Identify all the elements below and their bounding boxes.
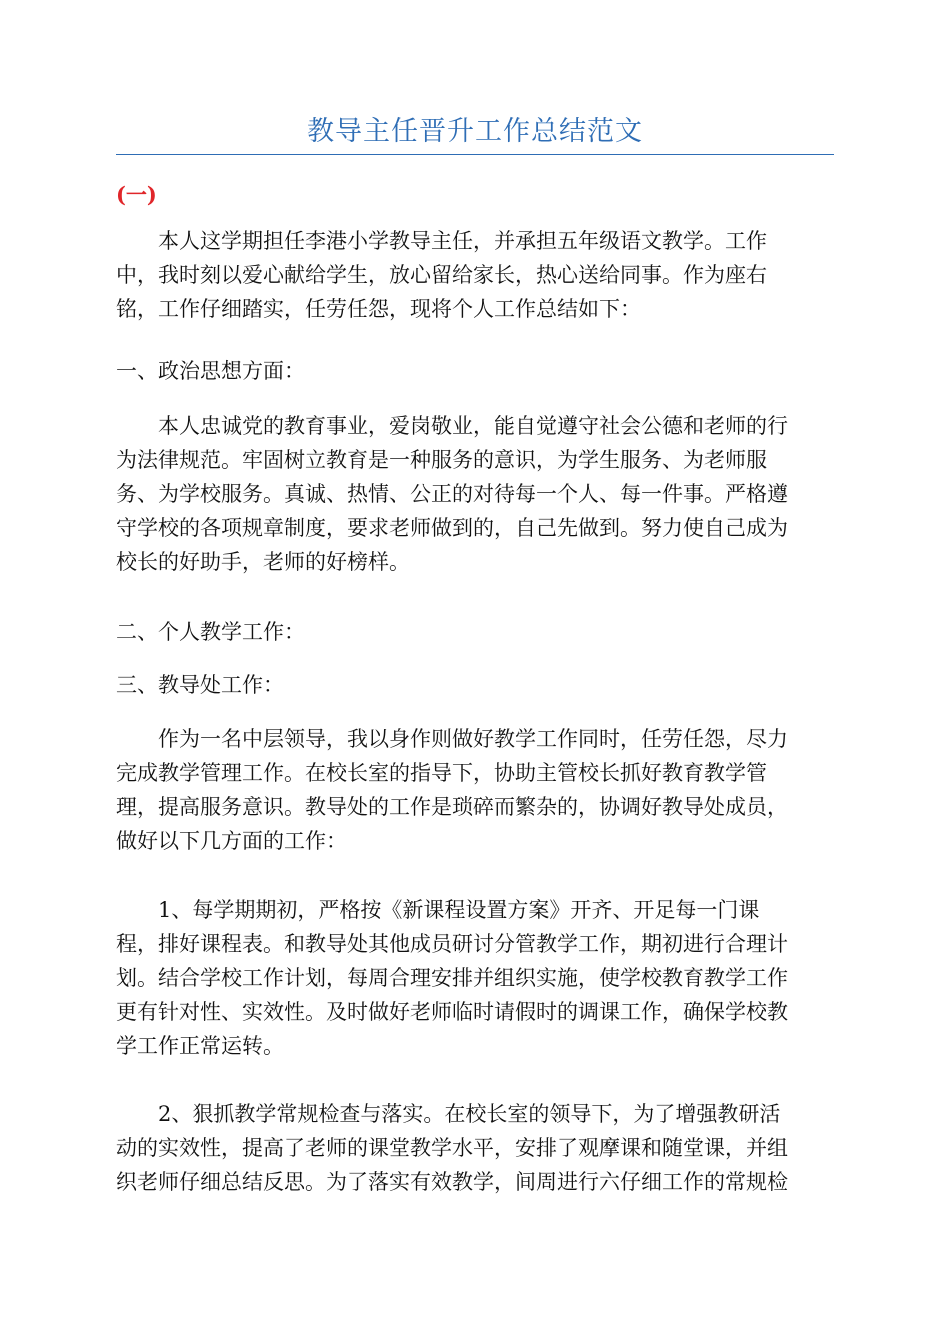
- office-paragraph: [116, 722, 834, 858]
- paragraph-line: 务、为学校服务。真诚、热情、公正的对待每一个人、每一件事。严格遵: [116, 482, 788, 506]
- section-marker: (一): [116, 182, 157, 207]
- paragraph-line: 完成教学管理工作。在校长室的指导下，协助主管校长抓好教育教学管: [116, 761, 767, 785]
- item-2-paragraph: [116, 1097, 834, 1199]
- paragraph-line: 织老师仔细总结反思。为了落实有效教学，间周进行六仔细工作的常规检: [116, 1170, 788, 1194]
- paragraph-line: 程，排好课程表。和教导处其他成员研讨分管教学工作，期初进行合理计: [116, 932, 788, 956]
- heading-office: 三、教导处工作：: [116, 673, 284, 697]
- paragraph-line: 理，提高服务意识。教导处的工作是琐碎而繁杂的，协调好教导处成员，: [116, 795, 788, 819]
- paragraph-line: 学工作正常运转。: [116, 1034, 284, 1058]
- intro-line: 中，我时刻以爱心献给学生，放心留给家长，热心送给同事。作为座右: [116, 263, 767, 287]
- paragraph-line: 动的实效性，提高了老师的课堂教学水平，安排了观摩课和随堂课，并组: [116, 1136, 788, 1160]
- paragraph-line: 划。结合学校工作计划，每周合理安排并组织实施，使学校教育教学工作: [116, 966, 788, 990]
- paragraph-line: 做好以下几方面的工作：: [116, 829, 347, 853]
- intro-line: 本人这学期担任李港小学教导主任，并承担五年级语文教学。工作: [158, 229, 767, 253]
- paragraph-line: 守学校的各项规章制度，要求老师做到的，自己先做到。努力使自己成为: [116, 516, 788, 540]
- intro-paragraph: [116, 224, 834, 326]
- political-paragraph: [116, 409, 834, 579]
- heading-political: 一、政治思想方面：: [116, 359, 305, 383]
- paragraph-line: 本人忠诚党的教育事业，爱岗敬业，能自觉遵守社会公德和老师的行: [158, 414, 788, 438]
- paragraph-line: 作为一名中层领导，我以身作则做好教学工作同时，任劳任怨，尽力: [158, 727, 788, 751]
- title-underline: [116, 154, 834, 155]
- document-title: 教导主任晋升工作总结范文: [307, 116, 643, 147]
- paragraph-line: 2、狠抓教学常规检查与落实。在校长室的领导下，为了增强教研活: [158, 1102, 781, 1126]
- item-1-paragraph: [116, 893, 834, 1063]
- paragraph-line: 为法律规范。牢固树立教育是一种服务的意识，为学生服务、为老师服: [116, 448, 767, 472]
- paragraph-line: 校长的好助手，老师的好榜样。: [116, 550, 410, 574]
- paragraph-line: 更有针对性、实效性。及时做好老师临时请假时的调课工作，确保学校教: [116, 1000, 788, 1024]
- heading-teaching: 二、个人教学工作：: [116, 620, 305, 644]
- paragraph-line: 1、每学期期初，严格按《新课程设置方案》开齐、开足每一门课: [158, 898, 760, 922]
- intro-line: 铭，工作仔细踏实，任劳任怨，现将个人工作总结如下：: [116, 297, 641, 321]
